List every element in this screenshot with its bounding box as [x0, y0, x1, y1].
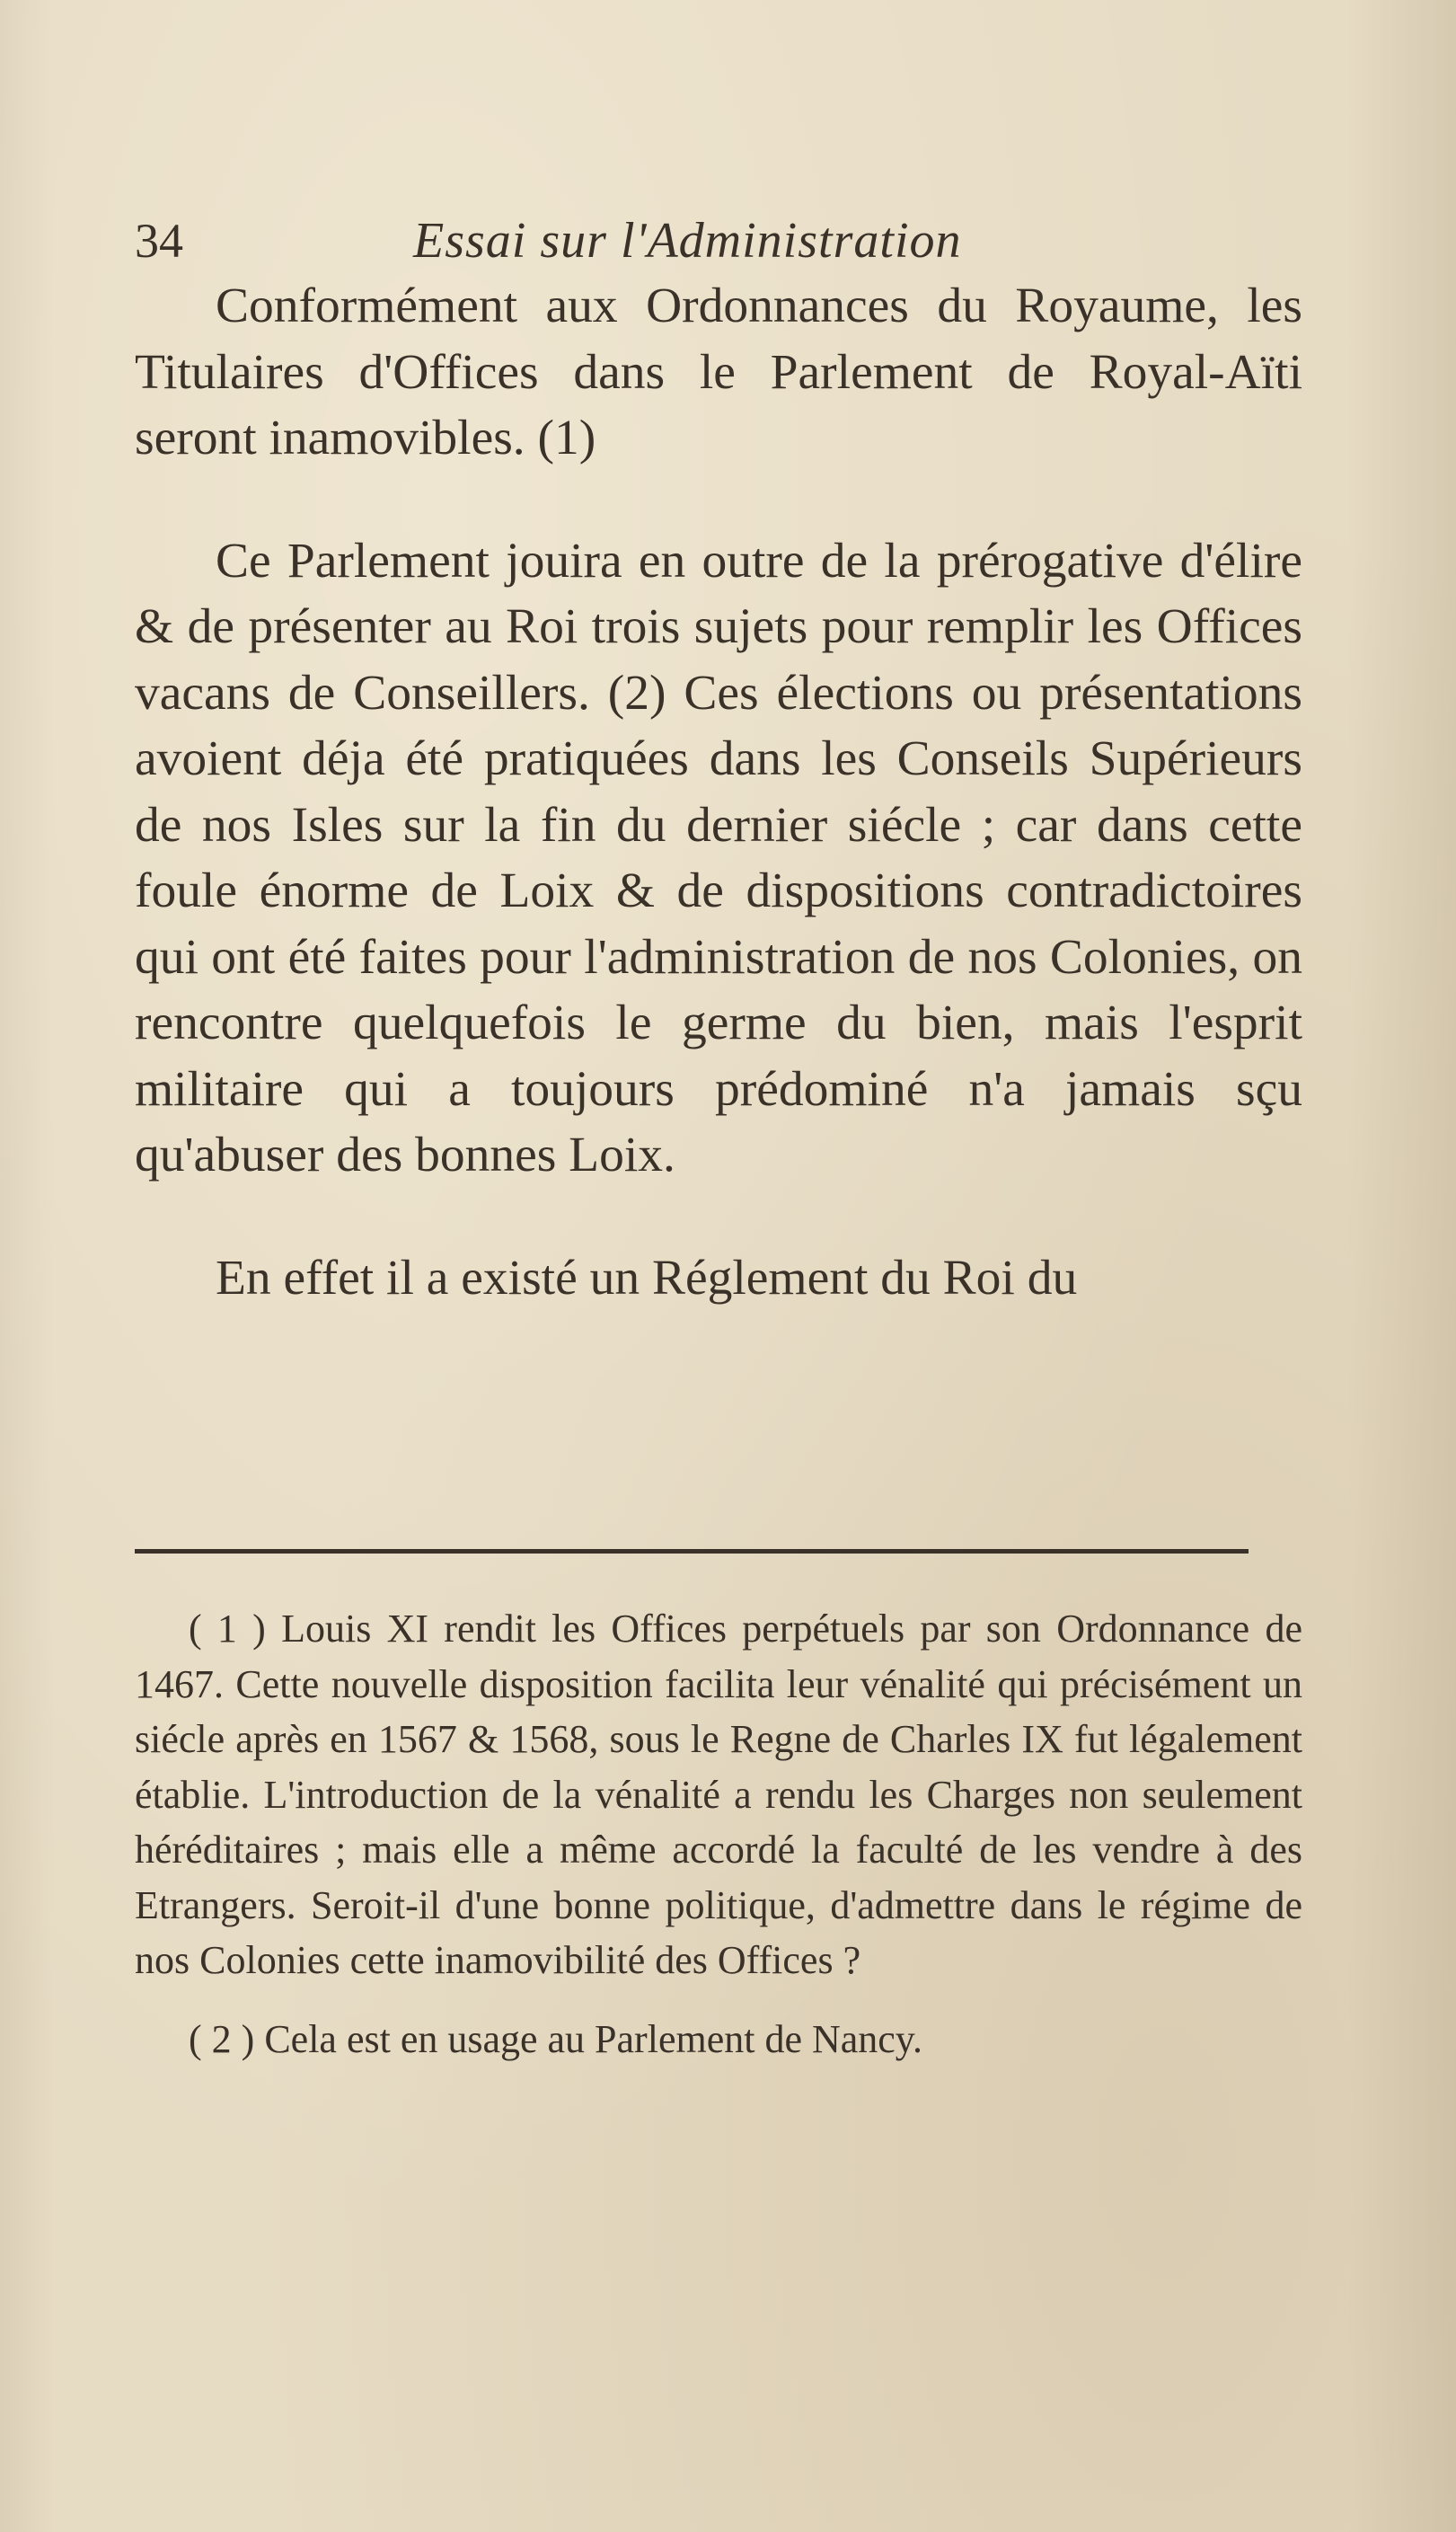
running-title: Essai sur l'Administration	[413, 213, 962, 269]
running-head	[135, 205, 1320, 277]
footnote	[135, 2012, 1302, 2067]
footnote-marker: ( 2 )	[189, 2016, 255, 2061]
body-paragraph: Conformément aux Ordonnances du Royaume, les Titulaires d'Offices dans le Parlement de Royal-Aïti seront inamovibles. (1)	[135, 279, 1302, 465]
body-text	[135, 273, 1302, 1311]
page-number: 34	[135, 214, 183, 268]
footnote-text: Cela est en usage au Parlement de Nancy.	[264, 2016, 922, 2061]
body-paragraph: Ce Parlement jouira en outre de la prérogative d'élire & de présenter au Roi trois sujets pour remplir les Offices vacans de Conseillers. (2) Ces élections ou présentations avoient déja été pratiquées dans les Conseils Supérieurs de nos Isles sur la fin du dernier siécle ; car dans cette foule énorme de Loix & de dispositions contradictoires qui ont été faites pour l'administration de nos Colonies, on rencontre quelquefois le germe du bien, mais l'esprit militaire qui a toujours prédominé n'a jamais sçu qu'abuser des bonnes Loix.	[135, 533, 1302, 1182]
footnote-divider	[135, 1549, 1249, 1554]
footnote-text: Louis XI rendit les Offices perpétuels par son Ordonnance de 1467. Cette nouvelle disposition facilita leur vénalité qui précisément un siécle après en 1567 & 1568, sous le Regne de Charles IX fut légalement établie. L'introduction de la vénalité a rendu les Charges non seulement héréditaires ; mais elle a même accordé la faculté de les vendre à des Etrangers. Seroit-il d'une bonne politique, d'admettre dans le régime de nos Colonies cette inamovibilité des Offices ?	[135, 1607, 1303, 1982]
footnote	[135, 1601, 1302, 1988]
footnotes	[135, 1601, 1302, 2067]
footnote-marker: ( 1 )	[189, 1607, 266, 1651]
body-paragraph: En effet il a existé un Réglement du Roi du	[216, 1250, 1078, 1306]
